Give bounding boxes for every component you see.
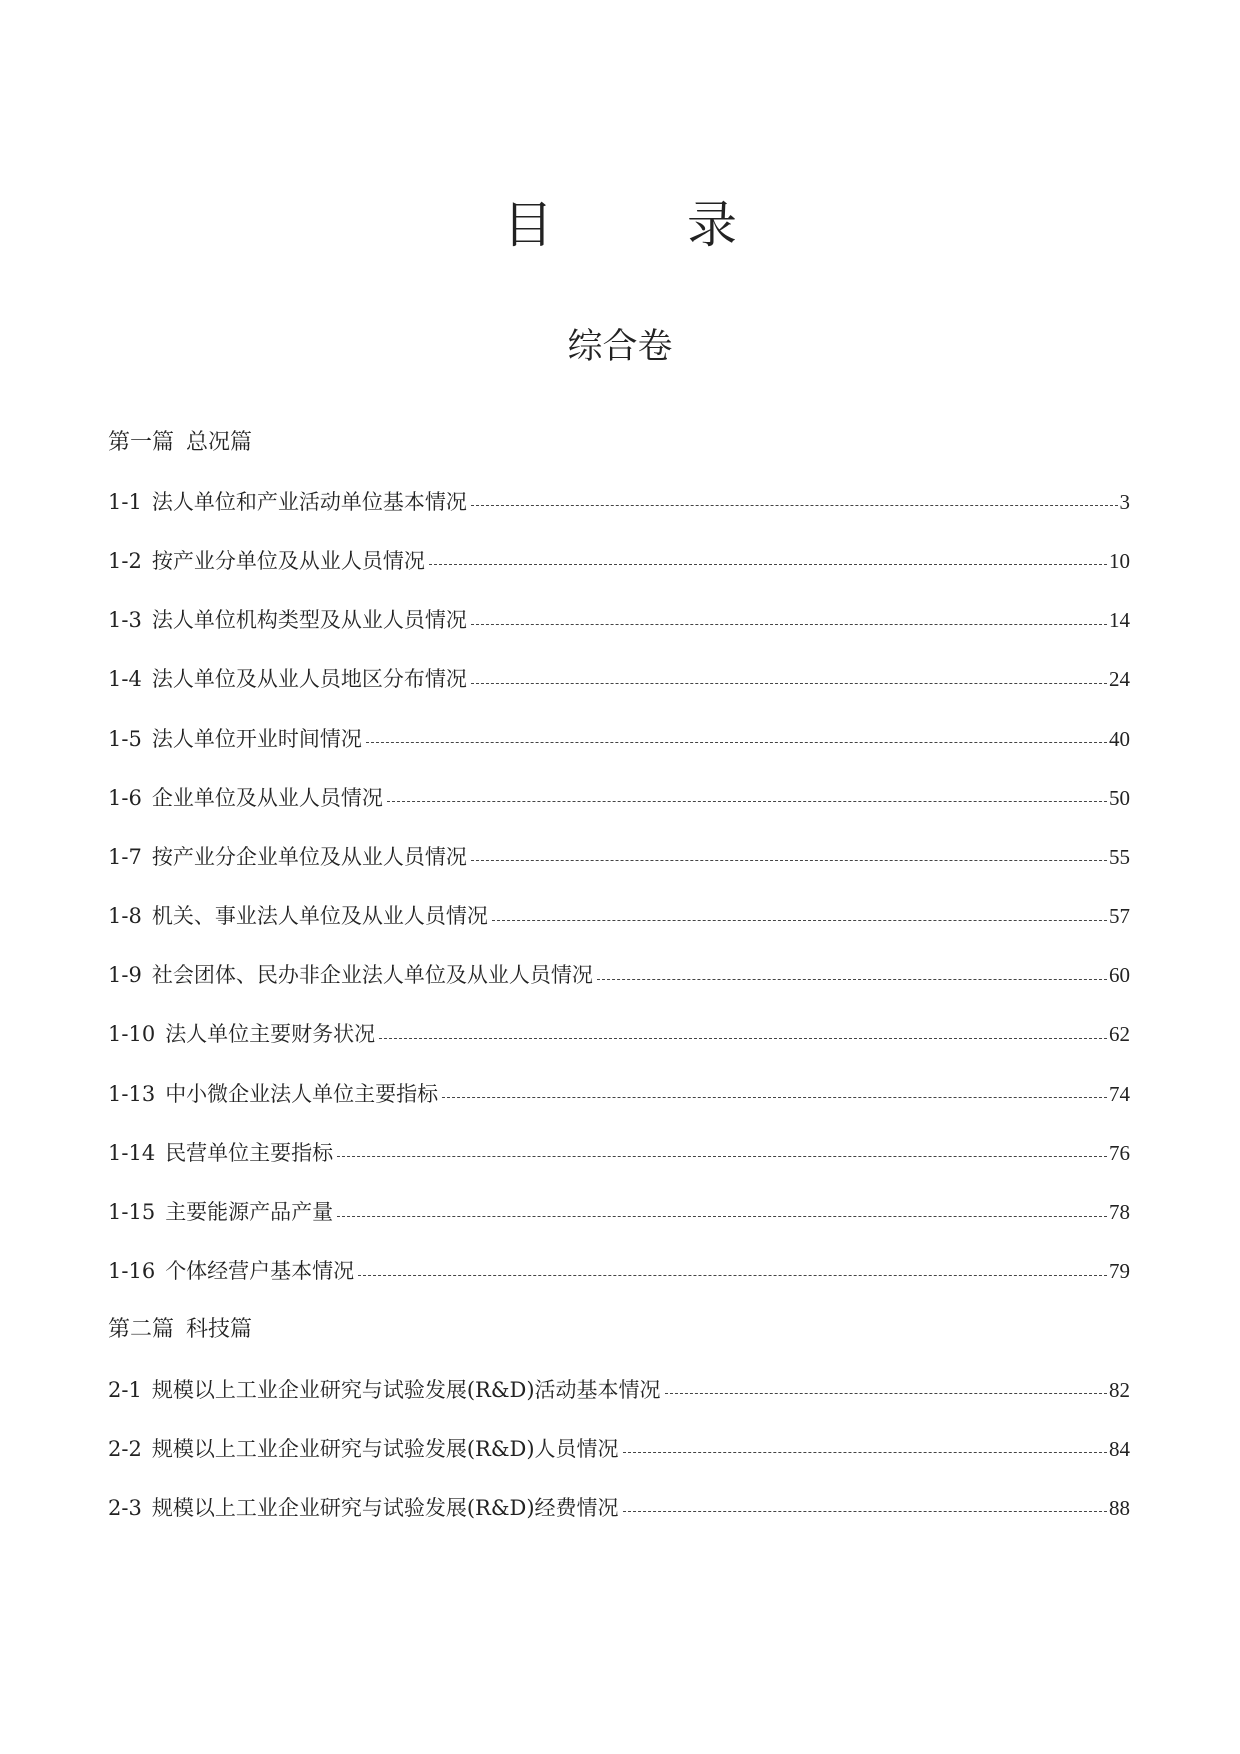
entry-title: 个体经营户基本情况 <box>165 1259 355 1284</box>
entry-page: 14 <box>1109 608 1130 633</box>
section-title: 科技篇 <box>186 1317 253 1343</box>
toc-entry[interactable] <box>108 531 1130 590</box>
dot-leader <box>442 1097 1107 1098</box>
entry-number: 1-10 <box>108 1022 156 1047</box>
entry-title: 法人单位及从业人员地区分布情况 <box>151 667 467 692</box>
entry-title: 法人单位和产业活动单位基本情况 <box>151 489 467 514</box>
entry-title: 机关、事业法人单位及从业人员情况 <box>151 904 488 929</box>
entry-title: 中小微企业法人单位主要指标 <box>165 1081 439 1106</box>
entry-title: 规模以上工业企业研究与试验发展(R&D)人员情况 <box>151 1436 619 1461</box>
toc-entry[interactable] <box>108 1242 1130 1301</box>
entry-number: 1-3 <box>108 608 142 633</box>
dot-leader <box>429 564 1107 565</box>
toc-entry[interactable] <box>108 1064 1130 1123</box>
section-number: 第一篇 <box>108 429 175 455</box>
entry-number: 1-7 <box>108 844 142 869</box>
entry-number: 1-14 <box>108 1140 156 1165</box>
toc-entry[interactable] <box>108 1419 1130 1478</box>
dot-leader <box>471 683 1107 684</box>
entry-number: 1-16 <box>108 1259 156 1284</box>
entry-page: 62 <box>1109 1022 1130 1047</box>
entry-number: 2-1 <box>108 1377 142 1402</box>
entry-page: 78 <box>1109 1200 1130 1225</box>
dot-leader <box>337 1216 1107 1217</box>
toc-entry[interactable] <box>108 1182 1130 1241</box>
page-title: 目 录 <box>503 196 779 254</box>
entry-number: 1-1 <box>108 489 142 514</box>
entry-page: 55 <box>1109 844 1130 869</box>
dot-leader <box>597 979 1107 980</box>
entry-number: 1-13 <box>108 1081 156 1106</box>
entry-title: 主要能源产品产量 <box>165 1200 334 1225</box>
dot-leader <box>492 920 1107 921</box>
entry-number: 1-5 <box>108 726 142 751</box>
dot-leader <box>358 1275 1107 1276</box>
entry-page: 24 <box>1109 667 1130 692</box>
dot-leader <box>471 860 1107 861</box>
section-heading <box>108 413 1130 472</box>
toc-entry[interactable] <box>108 946 1130 1005</box>
dot-leader <box>471 505 1118 506</box>
entry-page: 74 <box>1109 1081 1130 1106</box>
dot-leader <box>471 624 1107 625</box>
entry-title: 规模以上工业企业研究与试验发展(R&D)活动基本情况 <box>151 1377 661 1402</box>
entry-title: 按产业分单位及从业人员情况 <box>151 548 425 573</box>
entry-page: 88 <box>1109 1495 1130 1520</box>
toc-entry[interactable] <box>108 472 1130 531</box>
entry-page: 57 <box>1109 904 1130 929</box>
toc-entry[interactable] <box>108 1123 1130 1182</box>
toc-entry[interactable] <box>108 650 1130 709</box>
entry-number: 1-6 <box>108 785 142 810</box>
section-number: 第二篇 <box>108 1317 175 1343</box>
entry-title: 民营单位主要指标 <box>165 1140 334 1165</box>
entry-number: 1-4 <box>108 667 142 692</box>
entry-title: 法人单位机构类型及从业人员情况 <box>151 608 467 633</box>
entry-title: 企业单位及从业人员情况 <box>151 785 383 810</box>
dot-leader <box>623 1452 1107 1453</box>
entry-number: 1-15 <box>108 1200 156 1225</box>
toc-entry[interactable] <box>108 1005 1130 1064</box>
entry-title: 按产业分企业单位及从业人员情况 <box>151 844 467 869</box>
dot-leader <box>366 742 1107 743</box>
toc-entry[interactable] <box>108 709 1130 768</box>
entry-number: 1-8 <box>108 904 142 929</box>
entry-page: 3 <box>1119 489 1130 514</box>
toc-entry[interactable] <box>108 591 1130 650</box>
entry-number: 1-9 <box>108 963 142 988</box>
toc-entry[interactable] <box>108 768 1130 827</box>
entry-title: 法人单位主要财务状况 <box>165 1022 376 1047</box>
entry-page: 79 <box>1109 1259 1130 1284</box>
entry-number: 2-3 <box>108 1495 142 1520</box>
dot-leader <box>337 1156 1107 1157</box>
dot-leader <box>379 1038 1107 1039</box>
section-title: 总况篇 <box>186 429 253 455</box>
dot-leader <box>623 1511 1107 1512</box>
entry-page: 84 <box>1109 1436 1130 1461</box>
entry-page: 40 <box>1109 726 1130 751</box>
toc-entry[interactable] <box>108 827 1130 886</box>
entry-page: 10 <box>1109 548 1130 573</box>
entry-title: 法人单位开业时间情况 <box>151 726 362 751</box>
entry-number: 2-2 <box>108 1436 142 1461</box>
entry-page: 50 <box>1109 785 1130 810</box>
entry-title: 规模以上工业企业研究与试验发展(R&D)经费情况 <box>151 1495 619 1520</box>
section-heading <box>108 1301 1130 1360</box>
entry-page: 82 <box>1109 1377 1130 1402</box>
toc-entry[interactable] <box>108 1360 1130 1419</box>
entry-number: 1-2 <box>108 548 142 573</box>
dot-leader <box>387 801 1107 802</box>
table-of-contents <box>108 413 1130 1538</box>
toc-entry[interactable] <box>108 887 1130 946</box>
entry-page: 60 <box>1109 963 1130 988</box>
dot-leader <box>665 1393 1107 1394</box>
entry-page: 76 <box>1109 1140 1130 1165</box>
volume-subtitle: 综合卷 <box>567 327 673 367</box>
entry-title: 社会团体、民办非企业法人单位及从业人员情况 <box>151 963 593 988</box>
toc-entry[interactable] <box>108 1478 1130 1537</box>
